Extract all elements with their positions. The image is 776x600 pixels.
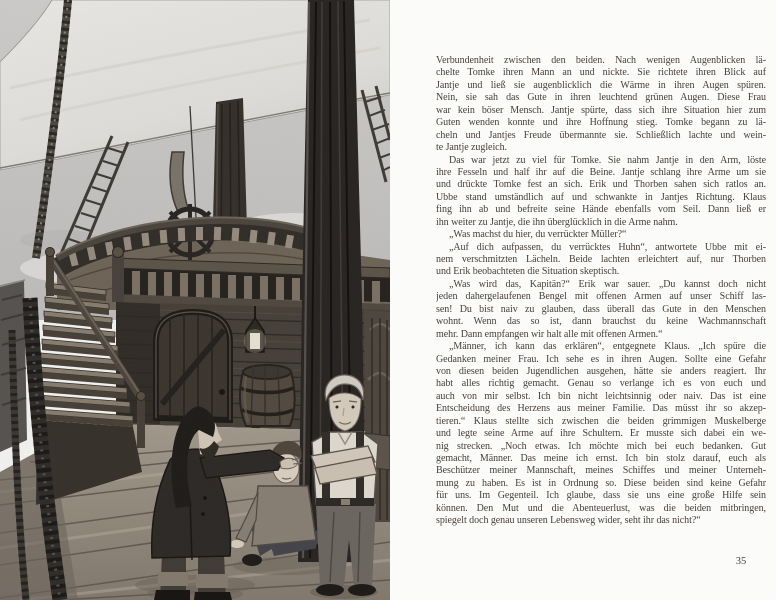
- text-line: Jantje und ließ sie augenblicklich die Wärme in ihren Augen spüren.: [436, 79, 766, 91]
- text-line: Nein, sie sah das Gute in ihren leuchtend grünen Augen. Diese Frau: [436, 92, 766, 104]
- text-line: war kein böser Mensch. Jantje spürte, dass sich ihre Situation hier zum: [436, 104, 766, 116]
- paragraph: [436, 242, 766, 279]
- text-line: tieren.“ Klaus stellte sich zwischen die beiden grimmigen Muskelberge: [436, 415, 766, 427]
- paragraph: [436, 229, 766, 241]
- text-line: mung zu haben. Es ist in Ordnung so. Diese beiden sind keine Gefahr: [436, 477, 766, 489]
- paragraph: [436, 55, 766, 155]
- text-line: cheln und Jantjes Freude übermannte sie. Schließlich lachte und wein-: [436, 129, 766, 141]
- text-line: nem verschmitzten Lächeln. Beide lachten erleichtert auf, nur Thorben: [436, 254, 766, 265]
- paragraph: [436, 155, 766, 230]
- text-line: Das war jetzt zu viel für Tomke. Sie nahm Jantje in den Arm, löste: [449, 154, 766, 166]
- text-line: ihn weiter zu Jantje, die ihn überglücklich in die Arme nahm.: [436, 216, 678, 228]
- text-line: mehr. Dann empfangen wir halt alle mit offenen Armen.“: [436, 328, 663, 340]
- text-line: für uns. Im Gegenteil. Ich glaube, dass sie uns eine große Hilfe sein: [436, 490, 766, 502]
- text-line: und legte seine Arme auf ihre Schultern. Er musste sich dabei ein we-: [436, 428, 766, 440]
- text-line: Ubbe stand umständlich auf und schwankte in Jantjes Richtung. Klaus: [436, 191, 766, 203]
- text-line: ihre Fesseln und half ihr auf die Beine. Jantje schlang ihre Arme um sie: [436, 166, 766, 178]
- page-number: 35: [735, 556, 747, 567]
- text-line: „Auf dich aufpassen, du verrücktes Huhn“, antwortete Ubbe mit ei-: [449, 241, 766, 253]
- text-line: jeden dahergelaufenen Bengel mit offenen Armen auf unser Schiff las-: [436, 291, 766, 303]
- text-line: chelte Tomke ihren Mann an und nickte. Sie richtete ihren Blick auf: [436, 67, 766, 79]
- text-line: Beschützer meiner Mannschaft, meines Schiffes und meiner Unterneh-: [436, 465, 766, 477]
- text-line: Entscheidung des Herzens aus meiner Familie. Das müsst ihr so akzep-: [436, 403, 766, 415]
- text-line: sen! Du bist naiv zu glauben, dass überall das Gute in den Menschen: [436, 303, 766, 315]
- text-line: spiegelt doch genau unseren Lebensweg wider, seht ihr das nicht?“: [436, 515, 701, 527]
- text-line: von diesen beiden Jugendlichen ausgehen, hätte sie anders reagiert. Ihr: [436, 365, 766, 377]
- text-line: Gedanken meiner Frau. Ich sehe es in ihren Augen. Sollte eine Gefahr: [436, 353, 766, 365]
- text-line: „Was machst du hier, du verrückter Müller?“: [449, 229, 627, 241]
- text-line: gemacht, Männer. Das meine ich ernst. Ich bin stolz darauf, euch als: [436, 453, 766, 464]
- text-line: nig strecken. „Noch etwas. Ich möchte mich bei euch bedanken. Gut: [436, 440, 766, 452]
- text-line: fing ihn ab und befreite seine Hände ebenfalls vom Seil. Dann ließ er: [436, 204, 766, 216]
- paragraph: [436, 279, 766, 341]
- text-line: und drückte Tomke fest an sich. Erik und Thorben sahen sich ratlos an.: [436, 179, 766, 191]
- text-line: Guten wenden konnte und ihre Hoffnung stieg. Tomke begann zu lä-: [436, 117, 766, 129]
- text-line: Verbundenheit zwischen den beiden. Nach wenigen Augenblicken lä-: [436, 55, 766, 66]
- text-line: habt alles richtig gemacht. Genau so verlange ich es von euch und: [436, 378, 766, 390]
- text-line: wohnt. Wenn das so ist, dann brauchst du keine Wachmannschaft: [436, 316, 766, 328]
- text-line: „Was wird das, Kapitän?“ Erik war sauer. „Du kannst doch nicht: [449, 278, 766, 290]
- paragraph: [436, 341, 766, 528]
- text-line: und Erik beobachteten die Situation skeptisch.: [436, 266, 620, 278]
- text-line: auch von mir selbst. Ich bin nicht leichtsinnig oder naiv. Das ist eine: [436, 390, 766, 402]
- text-line: „Männer, ich kann das erklären“, entgegnete Klaus. „Ich spüre die: [449, 341, 766, 353]
- body-text: [436, 55, 766, 528]
- text-line: te Jantje zugleich.: [436, 142, 507, 154]
- text-line: können. Den Mut und die Abenteuerlust, was die beiden mitbringen,: [436, 502, 766, 514]
- text-page: [436, 55, 766, 528]
